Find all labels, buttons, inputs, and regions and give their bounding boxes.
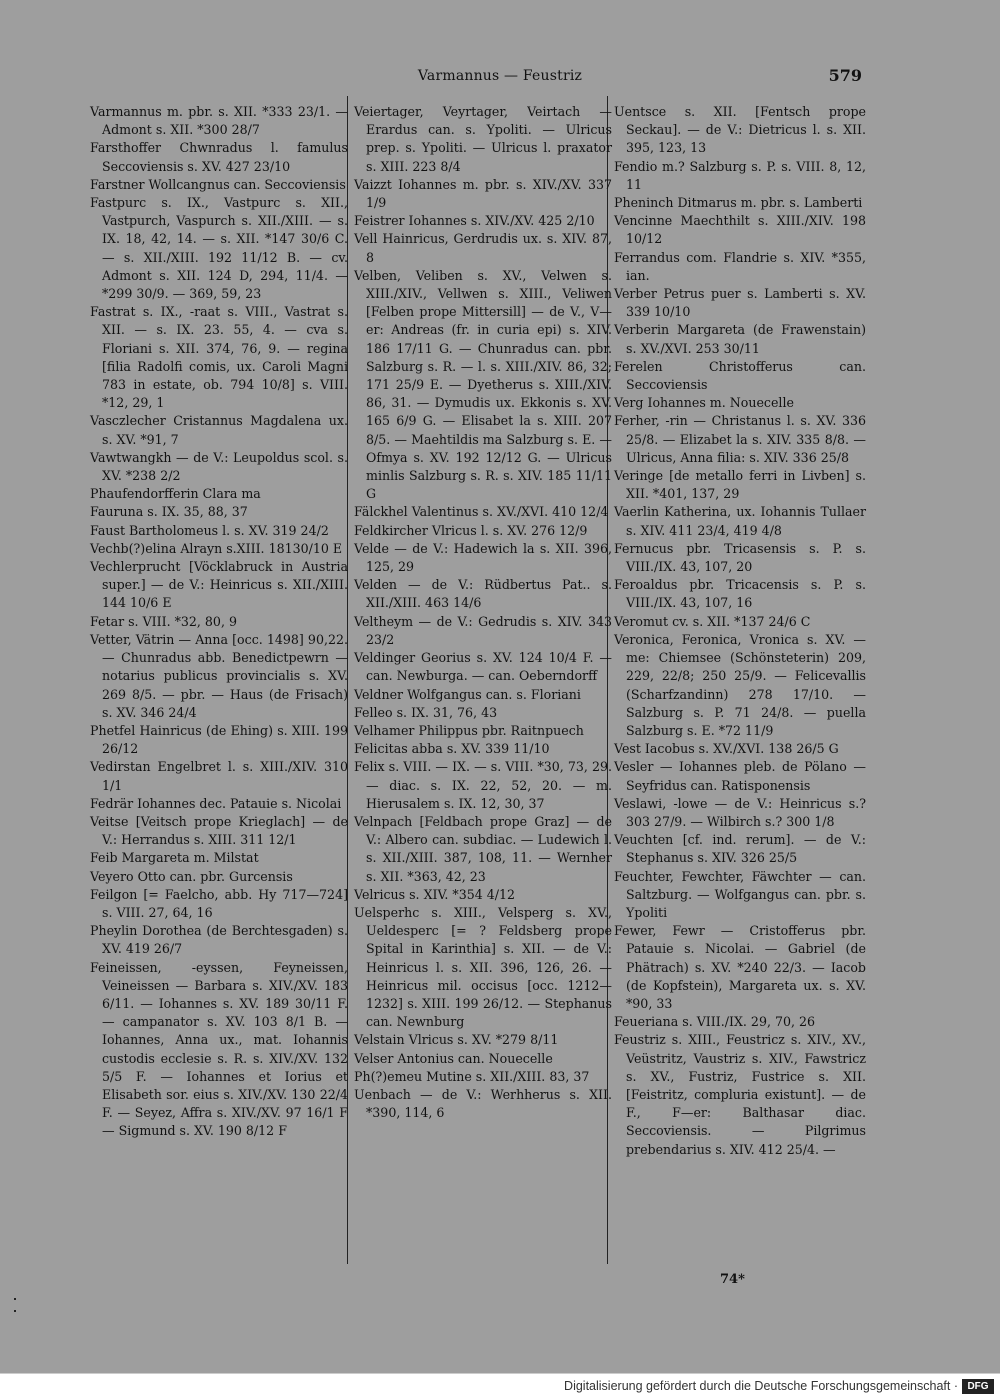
index-entry: Feueriana s. VIII./IX. 29, 70, 26 <box>614 1014 816 1030</box>
index-entry: Farsthoffer Chwnradus l. famulus Seccoviensis s. XV. 427 23/10 <box>90 140 348 174</box>
index-entry: Uentsce s. XII. [Fentsch prope Seckau]. — de V.: Dietricus l. s. XII. 395, 123, 13 <box>614 104 866 156</box>
index-entry: Vell Hainricus, Gerdrudis ux. s. XIV. 87, 8 <box>354 231 612 265</box>
index-entry: Feuchter, Fewchter, Fäwchter — can. Saltzburg. — Wolfgangus can. pbr. s. Ypoliti <box>614 868 866 920</box>
margin-marks <box>14 1298 20 1322</box>
index-entry: Varmannus m. pbr. s. XII. *333 23/1. — Admont s. XII. *300 28/7 <box>90 104 348 138</box>
index-entry: Veslawi, -lowe — de V.: Heinricus s.? 303 27/9. — Wilbirch s.? 300 1/8 <box>614 795 866 829</box>
index-entry: Fastpurc s. IX., Vastpurc s. XII., Vastpurch, Vaspurch s. XII./XIII. — s. IX. 18, 42, 14. — s. XII. *147 30/6 C. — s. XII./XIII. 192 11/12 B. — cv. Admont s. XII. 124 D, 294, 11/4. — *299 30/9. — 369, 59, 23 <box>90 195 348 302</box>
index-entry: Veromut cv. s. XII. *137 24/6 C <box>614 613 811 629</box>
index-entry: Felix s. VIII. — IX. — s. VIII. *30, 73, 29. — diac. s. IX. 22, 52, 20. — m. Hierusalem s. IX. 12, 30, 37 <box>354 759 612 811</box>
index-entry: Veltheym — de V.: Gedrudis s. XIV. 343 23/2 <box>354 613 612 647</box>
index-entry: Fernucus pbr. Tricasensis s. P. s. VIII./IX. 43, 107, 20 <box>614 540 866 575</box>
index-entry: Felicitas abba s. XV. 339 11/10 <box>354 741 550 757</box>
index-entry: Velhamer Philippus pbr. Raitnpuech <box>354 722 584 738</box>
index-entry: Veitse [Veitsch prope Krieglach] — de V.: Herrandus s. XIII. 311 12/1 <box>90 813 348 848</box>
footer-bar <box>0 1373 1000 1398</box>
index-entry: Velben, Veliben s. XV., Velwen s. XIII./XIV., Vellwen s. XIII., Veliwen [Felben prope Mittersill] — de V., V—er: Andreas (fr. in curia epi) s. XIV. 186 17/11 G. — Chunradus can. pbr. Salzburg s. R. — l. s. XIII./XIV. 86, 32; 171 25/9 E. — Dyetherus s. XIII./XIV. 86, 31. — Dymudis ux. Ekkonis s. XV. 165 6/9 G. — Elisabet la s. XIII. 207 8/5. — Maehtildis ma Salzburg s. E. — Ofmya s. XV. 192 12/12 G. — Ulricus minlis Salzburg s. R. s. XIV. 185 11/11 G <box>354 267 612 502</box>
index-entry: Velden — de V.: Rüdbertus Pat.. s. XII./XIII. 463 14/6 <box>354 577 612 611</box>
index-entry: Felleo s. IX. 31, 76, 43 <box>354 704 498 720</box>
index-entry: Vest Iacobus s. XV./XVI. 138 26/5 G <box>614 741 839 757</box>
index-entry: Feroaldus pbr. Tricacensis s. P. s. VIII./IX. 43, 107, 16 <box>614 577 866 611</box>
index-column-1 <box>90 103 348 1141</box>
index-entry: Velricus s. XIV. *354 4/12 <box>354 886 516 902</box>
index-entry: Velser Antonius can. Nouecelle <box>354 1050 553 1066</box>
index-entry: Velde — de V.: Hadewich la s. XII. 396, 125, 29 <box>354 540 612 575</box>
index-entry: Fastrat s. IX., -raat s. VIII., Vastrat s. XII. — s. IX. 23. 55, 4. — cva s. Floriani s. XII. 374, 76, 9. — regina [filia Radolfi comis, ux. Caroli Magni 783 in estate, ob. 794 10/8] s. VIII. *12, 29, 1 <box>90 304 348 411</box>
index-entry: Vechlerprucht [Vöcklabruck in Austria super.] — de V.: Heinricus s. XII./XIII. 144 10/6 E <box>90 559 348 611</box>
index-entry: Veyero Otto can. pbr. Gurcensis <box>90 868 293 884</box>
index-entry: Veldinger Georius s. XV. 124 10/4 F. — can. Newburga. — can. Oeberndorff <box>354 650 612 684</box>
running-header: Varmannus — Feustriz <box>417 68 583 84</box>
index-entry: Vasczlecher Cristannus Magdalena ux. s. XV. *91, 7 <box>90 413 348 447</box>
index-entry: Veiertager, Veyrtager, Veirtach — Erardus can. s. Ypoliti. — Ulricus prep. s. Ypoliti. — Ulricus l. praxator s. XIII. 223 8/4 <box>354 104 612 174</box>
index-entry: Vechb(?)elina Alrayn s.XIII. 18130/10 E <box>90 540 343 556</box>
index-entry: Feilgon [= Faelcho, abb. Hy 717—724] s. VIII. 27, 64, 16 <box>90 886 348 920</box>
index-entry: Vaizzt Iohannes m. pbr. s. XIV./XV. 337 1/9 <box>354 176 612 211</box>
index-entry: Ph(?)emeu Mutine s. XII./XIII. 83, 37 <box>354 1068 590 1084</box>
index-entry: Fetar s. VIII. *32, 80, 9 <box>90 613 237 629</box>
index-entry: Verber Petrus puer s. Lamberti s. XV. 339 10/10 <box>614 286 866 320</box>
index-entry: Vedirstan Engelbret l. s. XIII./XIV. 310 1/1 <box>90 759 348 793</box>
index-entry: Uelsperhc s. XIII., Velsperg s. XV., Ueldesperc [= ? Feldsberg prope Spital in Karinthia] s. XII. — de V.: Heinricus l. s. XII. 396, 126, 26. — Heinricus mil. occisus [occ. 1212—1232] s. XIII. 199 26/12. — Stephanus can. Newnburg <box>354 904 612 1030</box>
index-entry: Vesler — Iohannes pleb. de Pölano — Seyfridus can. Ratisponensis <box>614 759 866 793</box>
index-entry: Ferrandus com. Flandrie s. XIV. *355, ian. <box>614 249 866 283</box>
index-entry: Vetter, Vätrin — Anna [occ. 1498] 90,22. — Chunradus abb. Benedictpewrn — notarius publicus provincialis s. XV. 269 8/5. — pbr. — Haus (de Frisach) s. XV. 346 24/4 <box>90 631 348 720</box>
index-entry: Vawtwangkh — de V.: Leupoldus scol. s. XV. *238 2/2 <box>90 449 348 484</box>
index-entry: Vencinne Maechthilt s. XIII./XIV. 198 10/12 <box>614 213 866 247</box>
index-entry: Veuchten [cf. ind. rerum]. — de V.: Stephanus s. XIV. 326 25/5 <box>614 832 866 866</box>
footer-credit: Digitalisierung gefördert durch die Deutsche Forschungsgemeinschaft · <box>564 1379 958 1393</box>
index-column-3 <box>614 103 866 1159</box>
index-entry: Fendio m.? Salzburg s. P. s. VIII. 8, 12, 11 <box>614 158 866 192</box>
index-entry: Pheninch Ditmarus m. pbr. s. Lamberti <box>614 195 863 211</box>
index-entry: Feineissen, -eyssen, Feyneissen, Veineissen — Barbara s. XIV./XV. 183 6/11. — Iohannes s. XV. 189 30/11 F. — campanator s. XV. 103 8/1 B. — Iohannes, Anna ux., mat. Iohannis custodis ecclesie s. R. s. XIV./XV. 132 5/5 F. — Iohannes et Iorius et Elisabeth sor. eius s. XIV./XV. 130 22/4 F. — Seyez, Affra s. XIV./XV. 97 16/1 F — Sigmund s. XV. 190 8/12 F <box>90 959 348 1139</box>
index-entry: Verberin Margareta (de Frawenstain) s. XV./XVI. 253 30/11 <box>614 322 866 356</box>
index-entry: Veldner Wolfgangus can. s. Floriani <box>354 686 581 702</box>
index-entry: Feldkircher Vlricus l. s. XV. 276 12/9 <box>354 522 588 538</box>
index-entry: Fewer, Fewr — Cristofferus pbr. Patauie s. Nicolai. — Gabriel (de Phätrach) s. XV. *240 22/3. — Iacob (de Kopfstein), Margareta ux. s. XV. *90, 33 <box>614 923 866 1011</box>
index-entry: Faust Bartholomeus l. s. XV. 319 24/2 <box>90 522 329 538</box>
index-entry: Velstain Vlricus s. XV. *279 8/11 <box>354 1032 559 1048</box>
index-column-2 <box>354 103 612 1122</box>
index-entry: Fauruna s. IX. 35, 88, 37 <box>90 504 248 520</box>
index-entry: Fedrär Iohannes dec. Patauie s. Nicolai <box>90 795 342 811</box>
dfg-logo: DFG <box>962 1379 994 1394</box>
index-entry: Phetfel Hainricus (de Ehing) s. XIII. 199 26/12 <box>90 722 348 757</box>
index-entry: Ferelen Christofferus can. Seccoviensis <box>614 358 866 393</box>
index-entry: Uenbach — de V.: Werhherus s. XII. *390, 114, 6 <box>354 1086 612 1121</box>
index-entry: Verg Iohannes m. Nouecelle <box>614 395 794 411</box>
index-entry: Feib Margareta m. Milstat <box>90 850 259 866</box>
index-entry: Veringe [de metallo ferri in Livben] s. XII. *401, 137, 29 <box>614 468 866 502</box>
index-entry: Phaufendorfferin Clara ma <box>90 486 261 502</box>
page-number: 579 <box>828 66 862 85</box>
index-entry: Fälckhel Valentinus s. XV./XVI. 410 12/4 <box>354 504 609 520</box>
sheet-signature: 74* <box>720 1272 745 1287</box>
index-entry: Feustriz s. XIII., Feustricz s. XIV., XV., Veüstritz, Vaustriz s. XIV., Fawstricz s. XV., Fustriz, Fustrice s. XII. [Feistritz, compluria existunt]. — de F., F—er: Balthasar diac. Seccoviensis. — Pilgrimus prebendarius s. XIV. 412 25/4. — <box>614 1032 866 1157</box>
index-entry: Feistrer Iohannes s. XIV./XV. 425 2/10 <box>354 213 595 229</box>
index-entry: Vaerlin Katherina, ux. Iohannis Tullaer s. XIV. 411 23/4, 419 4/8 <box>614 504 866 538</box>
index-entry: Veronica, Feronica, Vronica s. XV. — me: Chiemsee (Schönsteterin) 209, 229, 22/8; 250 25/9. — Felicevallis (Scharfzandinn) 278 17/10. — Salzburg s. P. 71 24/8. — puella Salzburg s. E. *72 11/9 <box>614 631 866 738</box>
index-entry: Farstner Wollcangnus can. Seccoviensis <box>90 176 346 192</box>
index-entry: Velnpach [Feldbach prope Graz] — de V.: Albero can. subdiac. — Ludewich l. s. XII./XIII. 387, 108, 11. — Wernher s. XII. *363, 42, 23 <box>354 813 612 884</box>
index-entry: Ferher, -rin — Christanus l. s. XV. 336 25/8. — Elizabet la s. XIV. 335 8/8. — Ulricus, Anna filia: s. XIV. 336 25/8 <box>614 413 866 465</box>
index-entry: Pheylin Dorothea (de Berchtesgaden) s. XV. 419 26/7 <box>90 923 348 957</box>
